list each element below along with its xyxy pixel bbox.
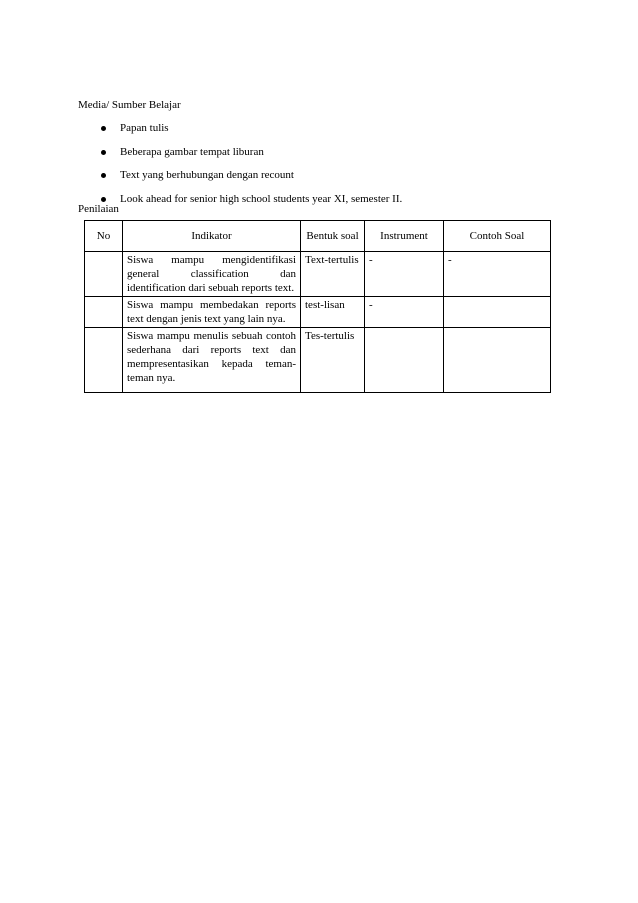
- cell-contoh-soal: -: [444, 252, 551, 297]
- header-contoh-soal: Contoh Soal: [444, 221, 551, 252]
- penilaian-heading: Penilaian: [78, 203, 119, 215]
- cell-no: [85, 297, 123, 328]
- cell-bentuk-soal: test-lisan: [301, 297, 365, 328]
- cell-indikator: Siswa mampu membedakan reports text dengan jenis text yang lain nya.: [123, 297, 301, 328]
- table-row: [85, 252, 551, 297]
- list-item: [98, 193, 402, 217]
- header-instrument: Instrument: [365, 221, 444, 252]
- list-item: [98, 169, 402, 193]
- cell-no: [85, 252, 123, 297]
- list-item-text: Look ahead for senior high school students year XI, semester II.: [120, 192, 403, 205]
- list-item-text: Text yang berhubungan dengan recount: [120, 169, 294, 181]
- table-header-row: [85, 221, 551, 252]
- media-heading: Media/ Sumber Belajar: [78, 99, 181, 111]
- table-row: [85, 328, 551, 393]
- media-list: [98, 122, 402, 216]
- table-row: [85, 297, 551, 328]
- cell-contoh-soal: [444, 328, 551, 393]
- cell-indikator: Siswa mampu menulis sebuah contoh sederhana dari reports text dan mempresentasikan kepada teman-teman nya.: [123, 328, 301, 393]
- cell-bentuk-soal: Text-tertulis: [301, 252, 365, 297]
- list-item: [98, 146, 402, 170]
- bullet-icon: [101, 173, 106, 178]
- cell-no: [85, 328, 123, 393]
- assessment-table: [84, 220, 551, 393]
- list-item-text: Beberapa gambar tempat liburan: [120, 145, 264, 158]
- list-item: [98, 122, 402, 146]
- cell-instrument: -: [365, 297, 444, 328]
- cell-instrument: -: [365, 252, 444, 297]
- header-no: No: [85, 221, 123, 252]
- cell-contoh-soal: [444, 297, 551, 328]
- bullet-icon: [101, 126, 106, 131]
- cell-bentuk-soal: Tes-tertulis: [301, 328, 365, 393]
- cell-instrument: [365, 328, 444, 393]
- cell-indikator: Siswa mampu mengidentifikasi general classification dan identification dari sebuah reports text.: [123, 252, 301, 297]
- list-item-text: Papan tulis: [120, 122, 169, 134]
- bullet-icon: [101, 197, 106, 202]
- bullet-icon: [101, 150, 106, 155]
- header-bentuk-soal: Bentuk soal: [301, 221, 365, 252]
- header-indikator: Indikator: [123, 221, 301, 252]
